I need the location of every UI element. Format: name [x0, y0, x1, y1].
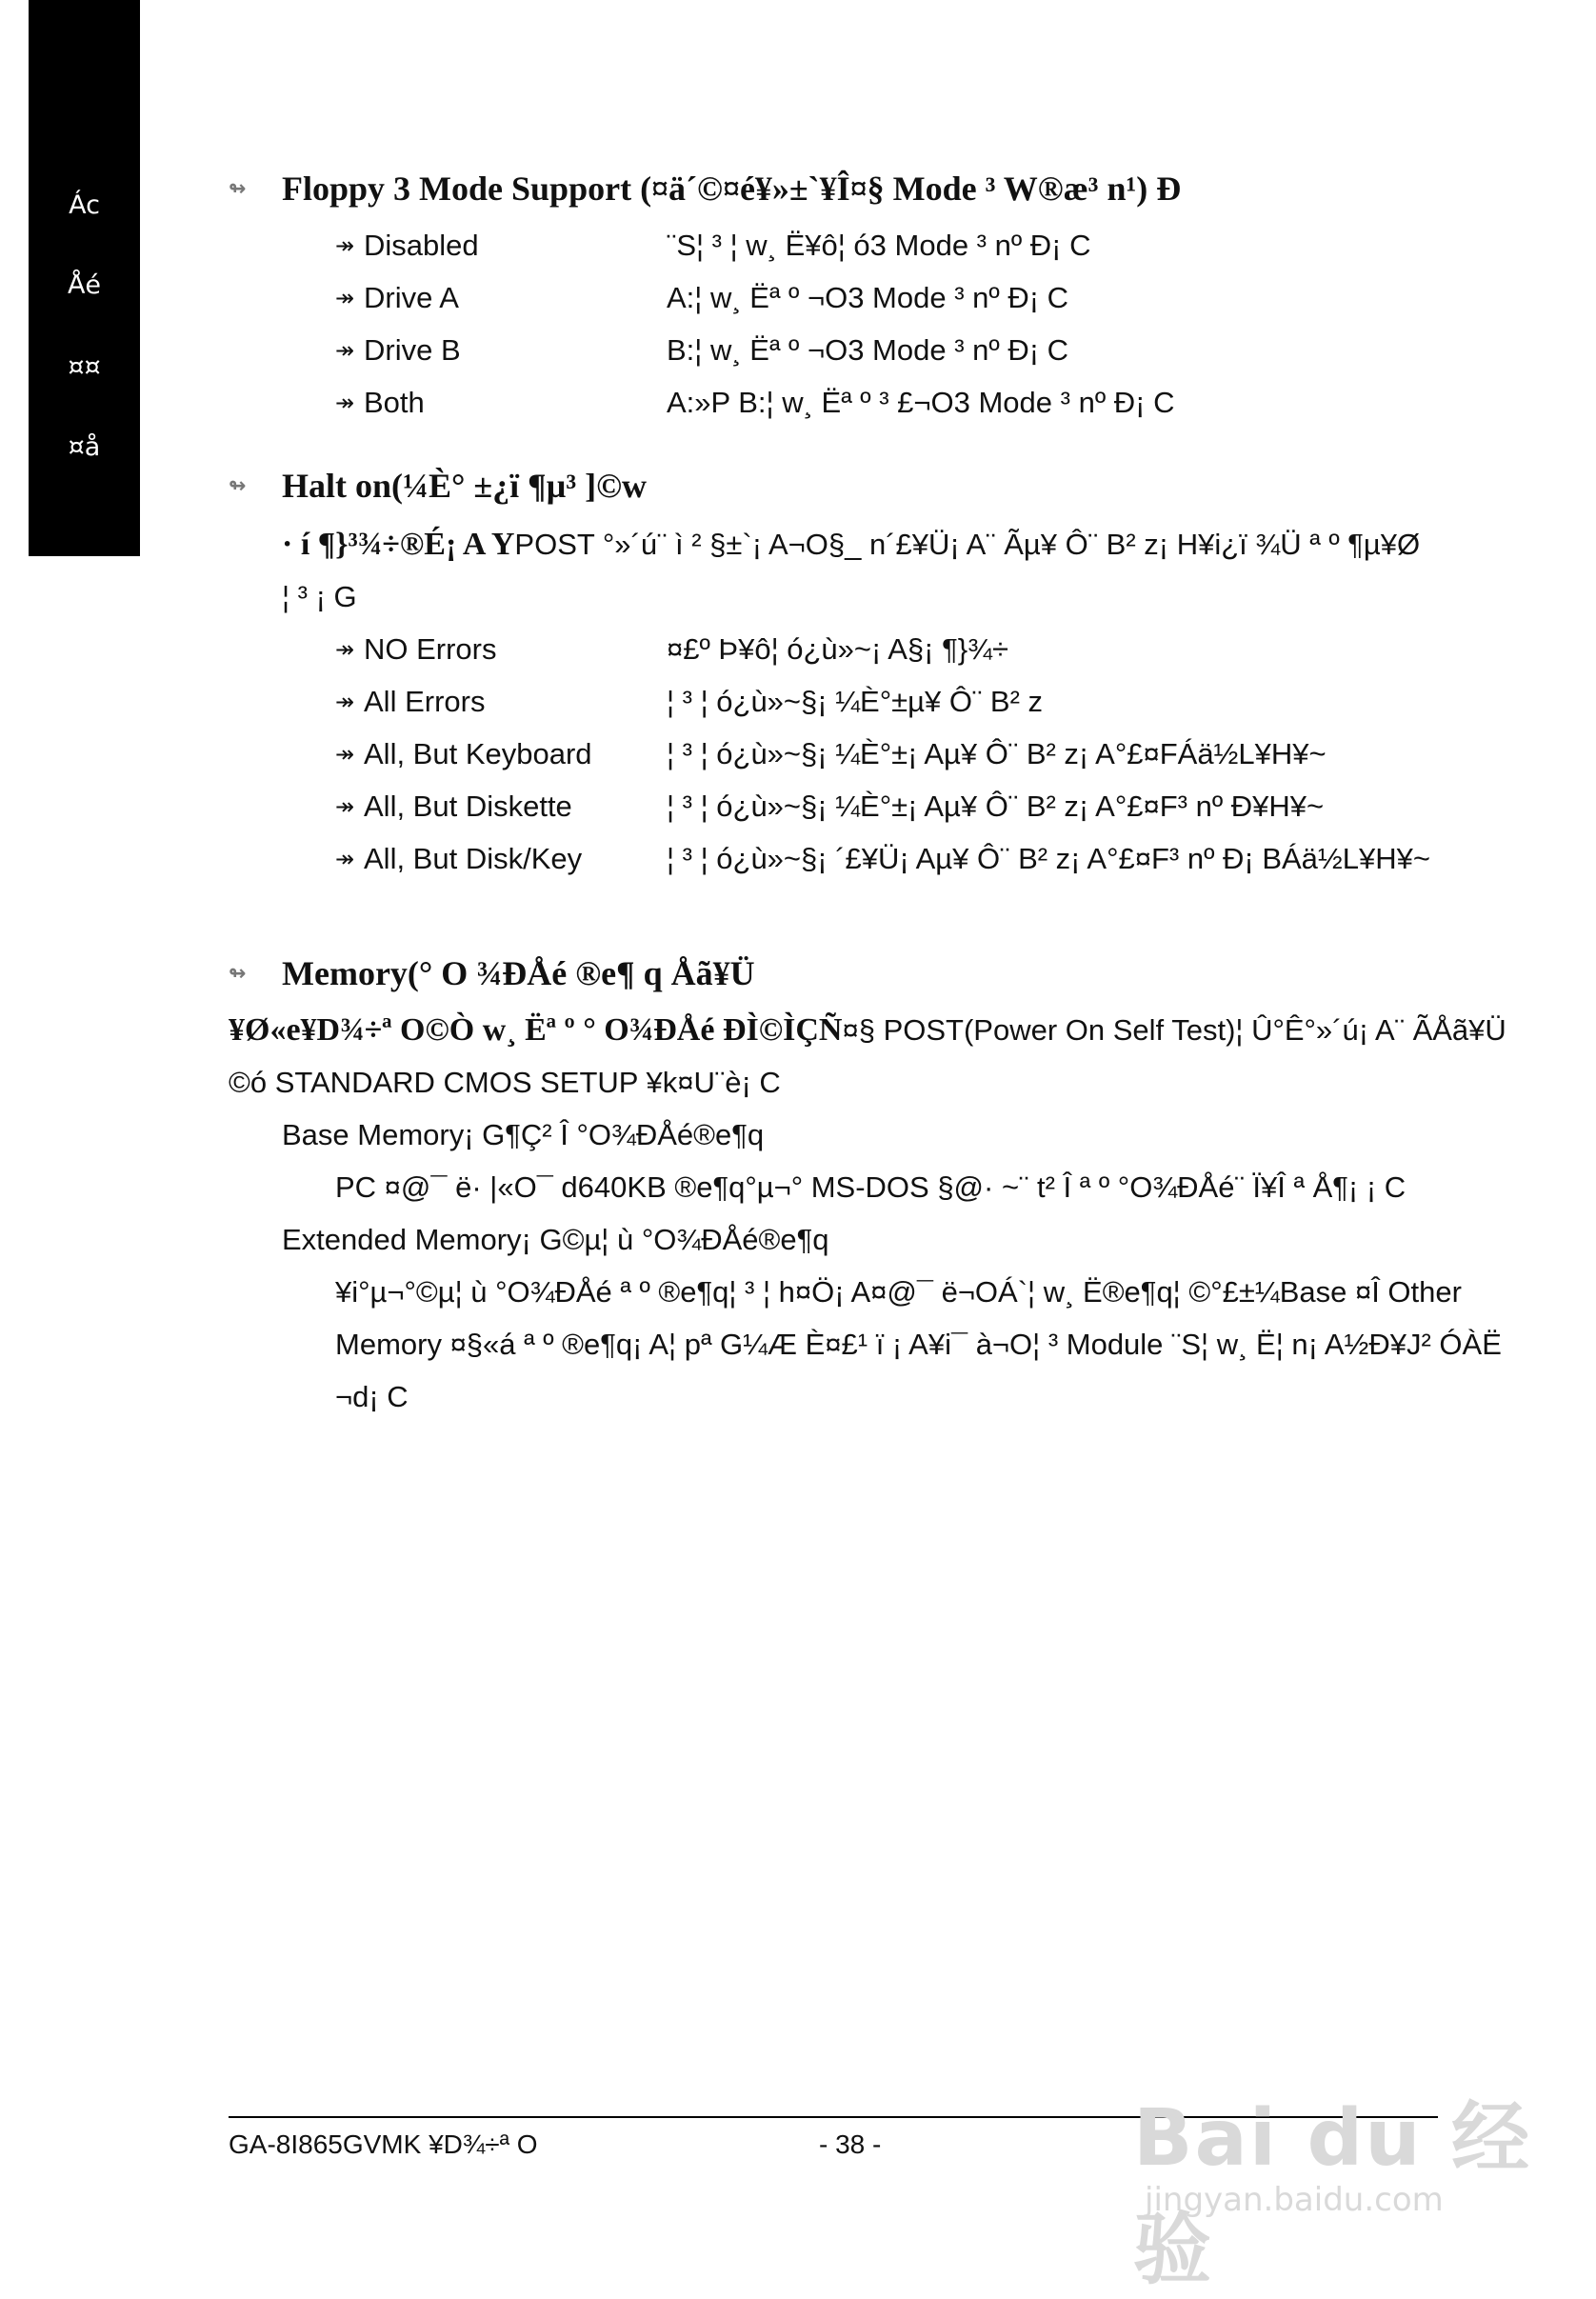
option-desc: A:»P B:¦ w¸ Ëª º ³ £¬O3 Mode ³ nº Ð¡ C	[667, 385, 1175, 419]
memory-paragraph-line2: ©ó STANDARD CMOS SETUP ¥k¤U¨è¡ C	[229, 1066, 781, 1099]
double-arrow-icon: ↠	[335, 740, 355, 768]
double-arrow-icon: ↠	[335, 284, 355, 311]
option-desc: ¦ ³ ¦ ó¿ù»~§¡ ¼È°±µ¥ Ô¨ B² z	[667, 684, 1044, 718]
footer-model: GA-8I865GVMK ¥D¾÷ª O	[229, 2129, 538, 2159]
side-tab-char: ¤å	[68, 432, 101, 462]
baidu-watermark	[1133, 2038, 1533, 2295]
option-row	[229, 832, 1444, 885]
base-memory-label: Base Memory¡ G¶Ç² Î °O¾ÐÅé®e¶q	[282, 1118, 765, 1151]
memory-paragraph	[229, 1004, 1506, 1056]
memory-section	[229, 949, 1506, 1423]
option-label: Both	[364, 385, 425, 419]
floppy-section	[229, 164, 1444, 429]
option-label: All, But Diskette	[364, 789, 572, 823]
bullet-icon: ↬	[229, 176, 247, 201]
option-label: Drive B	[364, 332, 461, 367]
option-desc: ¦ ³ ¦ ó¿ù»~§¡ ¼È°±¡ Aµ¥ Ô¨ B² z¡ A°£¤F³ nº Ð¥H¥~	[667, 789, 1325, 823]
option-row	[229, 728, 1444, 780]
side-tab-char: Åé	[67, 270, 102, 300]
option-desc: ¦ ³ ¦ ó¿ù»~§¡ ´£¥Ü¡ Aµ¥ Ô¨ B² z¡ A°£¤F³ nº Ð¡ BÁä½L¥H¥~	[667, 841, 1430, 875]
halt-heading-row	[229, 461, 1444, 510]
side-tab-char: Ác	[69, 190, 100, 220]
option-desc: ¤£º Þ¥ô¦ ó¿ù»~¡ A§¡ ¶}¾÷	[667, 631, 1008, 666]
option-label: Disabled	[364, 228, 479, 262]
floppy-heading: Floppy 3 Mode Support (¤ä´©¤é¥»±`¥Î¤§ Mode ³ W®æ³ n¹) Ð	[282, 170, 1182, 208]
bullet-icon: ↬	[229, 961, 247, 986]
double-arrow-icon: ↠	[335, 231, 355, 259]
option-row	[229, 675, 1444, 728]
extended-memory-desc: ¥i°µ¬°©µ¦ ù °O¾ÐÅé ª º ®e¶q¦ ³ ¦ h¤Ö¡ A¤@¯ ë¬OÁ`¦ w¸ Ë®e¶q¦ ©°£±¼Base ¤Î Other	[335, 1275, 1462, 1309]
option-label: All, But Disk/Key	[364, 841, 583, 875]
halt-para-rest: POST °»´ú¨ ì ² §±`¡ A¬O§_ n´£¥Ü¡ A¨ Ãµ¥ Ô¨ B² z¡ H¥i¿ï ¾Ü ª º ¶µ¥Ø	[514, 528, 1421, 561]
option-label: All Errors	[364, 684, 486, 718]
extended-memory-label: Extended Memory¡ G©µ¦ ù °O¾ÐÅé®e¶q	[282, 1223, 829, 1256]
option-desc: A:¦ w¸ Ëª º ¬O3 Mode ³ nº Ð¡ C	[667, 280, 1069, 314]
option-label: NO Errors	[364, 631, 497, 666]
side-tab	[29, 0, 140, 556]
extended-memory-desc: ¬d¡ C	[335, 1380, 409, 1413]
side-tab-char: ¤¤	[68, 352, 101, 382]
watermark-brand: Bai du 经验	[1133, 2093, 1532, 2295]
option-desc: ¦ ³ ¦ ó¿ù»~§¡ ¼È°±¡ Aµ¥ Ô¨ B² z¡ A°£¤FÁä½L¥H¥~	[667, 736, 1327, 770]
halt-para-lead: · í ¶}³¾÷®É¡ A Y	[282, 527, 515, 562]
extended-memory-desc: Memory ¤§«á ª º ®e¶q¡ A¦ pª G¼Æ È¤£¹ ï ¡ A¥i¯ à¬O¦ ³ Module ¨S¦ w¸ Ë¦ n¡ A½Ð¥J² ÓÀË	[335, 1328, 1502, 1361]
option-row	[229, 623, 1444, 675]
option-row	[229, 780, 1444, 832]
option-row	[229, 376, 1444, 429]
option-label: Drive A	[364, 280, 459, 314]
memory-para-rest: ¤§ POST(Power On Self Test)¦ Û°Ê°»´ú¡ A¨ ÃÅã¥Ü	[842, 1013, 1506, 1047]
page-number: - 38 -	[819, 2129, 882, 2159]
memory-heading: Memory(° O ¾ÐÅé ®e¶ q Åã¥Ü	[282, 954, 755, 992]
double-arrow-icon: ↠	[335, 688, 355, 715]
bullet-icon: ↬	[229, 473, 247, 498]
double-arrow-icon: ↠	[335, 389, 355, 416]
double-arrow-icon: ↠	[335, 336, 355, 364]
halt-heading: Halt on(¼È° ±¿ï ¶µ³ ]©w	[282, 467, 648, 505]
option-row	[229, 324, 1444, 376]
option-label: All, But Keyboard	[364, 736, 592, 770]
option-row	[229, 219, 1444, 271]
memory-heading-row	[229, 949, 1444, 998]
halt-paragraph-line2: ¦ ³ ¡ G	[282, 580, 357, 613]
halt-section	[229, 461, 1444, 885]
floppy-heading-row	[229, 164, 1444, 213]
halt-paragraph	[229, 518, 1444, 570]
option-desc: ¨S¦ ³ ¦ w¸ Ë¥ô¦ ó3 Mode ³ nº Ð¡ C	[667, 228, 1091, 262]
base-memory-desc: PC ¤@¯ ë· |«O¯ d640KB ®e¶q°µ¬° MS-DOS §@· ~¨ t² Î ª º °O¾ÐÅé¨ Ï¥Î ª Å¶¡ ¡ C	[335, 1170, 1406, 1204]
double-arrow-icon: ↠	[335, 845, 355, 872]
option-row	[229, 271, 1444, 324]
watermark-url: jingyan.baidu.com	[1145, 2181, 1444, 2219]
double-arrow-icon: ↠	[335, 635, 355, 663]
memory-para-lead: ¥Ø«e¥D¾÷ª O©Ò w¸ Ëª º ° O¾ÐÅé ÐÌ©ÌÇÑ	[229, 1012, 843, 1048]
option-desc: B:¦ w¸ Ëª º ¬O3 Mode ³ nº Ð¡ C	[667, 332, 1069, 367]
double-arrow-icon: ↠	[335, 792, 355, 820]
